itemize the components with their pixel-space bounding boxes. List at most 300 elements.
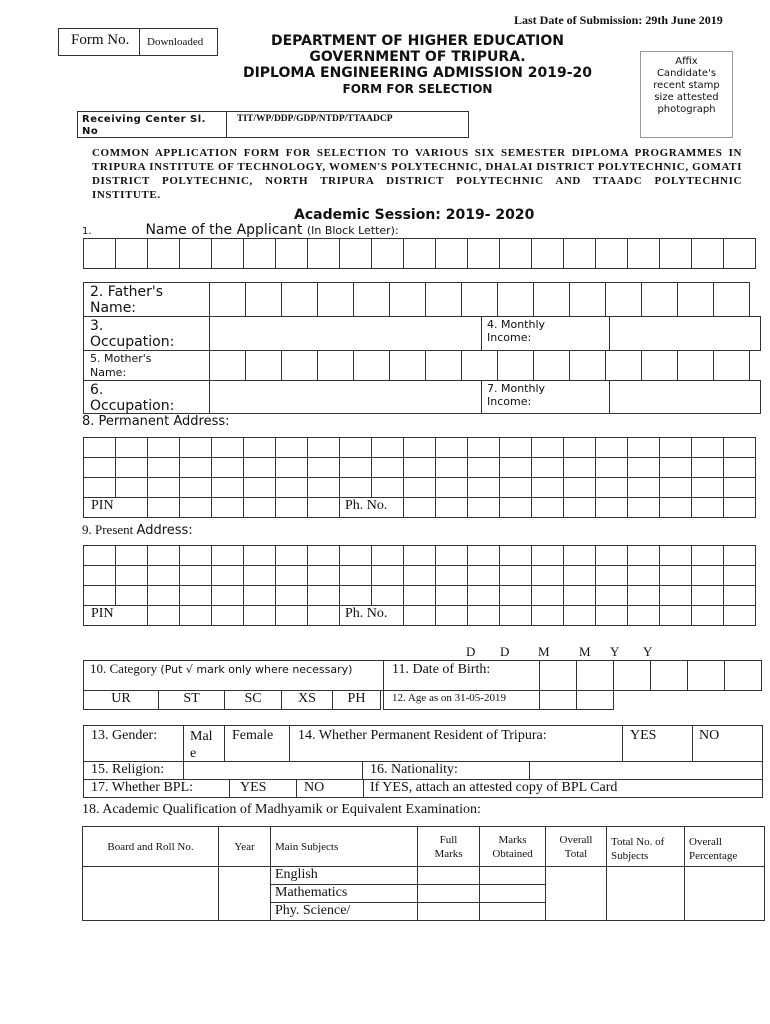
father-letter-box[interactable] [281,282,318,317]
mother-letter-box[interactable] [569,350,606,381]
father-letter-box[interactable] [245,282,282,317]
category-option-xs[interactable]: XS [281,690,333,710]
header-line: Marks [498,834,527,846]
permanent-address-cell[interactable] [275,457,308,478]
mother-letter-box[interactable] [677,350,714,381]
permanent-address-cell[interactable] [307,497,340,518]
q7-label-line: 7. Monthly [487,382,546,395]
permanent-address-cell[interactable] [595,497,628,518]
present-address-cell[interactable] [435,605,468,626]
permanent-address-cell[interactable] [83,437,116,458]
name-letter-box[interactable] [147,238,180,269]
dob-digit-box[interactable] [724,660,762,691]
q11-label: 11. Date of Birth: [383,660,540,691]
q2-label-line: 2. Father's [90,284,164,300]
permanent-address-cell[interactable] [691,477,724,498]
present-address-cell[interactable] [595,545,628,566]
permanent-address-cell[interactable] [243,477,276,498]
present-address-cell[interactable] [563,565,596,586]
father-occupation-field[interactable] [209,316,482,351]
present-address-cell[interactable] [339,545,372,566]
permanent-address-cell[interactable] [659,497,692,518]
present-address-cell[interactable] [211,605,244,626]
mother-letter-box[interactable] [209,350,246,381]
present-address-cell[interactable] [595,565,628,586]
name-letter-box[interactable] [467,238,500,269]
permanent-address-cell[interactable] [691,497,724,518]
permanent-address-cell[interactable] [595,437,628,458]
permanent-address-cell[interactable] [531,497,564,518]
father-letter-box[interactable] [389,282,426,317]
permanent-address-cell[interactable] [499,497,532,518]
permanent-address-cell[interactable] [179,437,212,458]
permanent-address-cell[interactable] [211,437,244,458]
header-line: Obtained [492,848,533,860]
mother-letter-box[interactable] [353,350,390,381]
present-address-cell[interactable] [499,585,532,606]
age-box[interactable] [539,690,577,710]
mother-income-field[interactable] [609,380,761,414]
header-department: DEPARTMENT OF HIGHER EDUCATION [271,33,564,49]
permanent-address-cell[interactable] [147,477,180,498]
resident-yes-option[interactable]: YES [622,725,693,762]
permanent-address-cell[interactable] [115,437,148,458]
table-row [83,867,765,885]
marks-obtained-cell[interactable] [480,885,546,903]
father-letter-box[interactable] [569,282,606,317]
name-letter-box[interactable] [499,238,532,269]
present-address-cell[interactable] [467,565,500,586]
receiving-center-value: TIT/WP/DDP/GDP/NTDP/TTAADCP [226,111,469,138]
year-cell[interactable] [219,867,271,921]
dob-digit-box[interactable] [650,660,688,691]
permanent-address-cell[interactable] [659,457,692,478]
header-year: Year [219,827,271,867]
father-letter-box[interactable] [497,282,534,317]
permanent-address-cell[interactable] [627,477,660,498]
dob-letter: M [538,644,550,659]
dob-letter: M [579,644,591,659]
mother-letter-box[interactable] [317,350,354,381]
full-marks-cell[interactable] [418,867,480,885]
present-address-cell[interactable] [371,565,404,586]
permanent-address-cell[interactable] [723,437,756,458]
receiving-center-label-line: No [82,126,99,137]
mother-letter-box[interactable] [281,350,318,381]
permanent-address-cell[interactable] [307,457,340,478]
present-address-cell[interactable] [563,605,596,626]
permanent-address-cell[interactable] [371,457,404,478]
present-address-cell[interactable] [435,585,468,606]
present-address-cell[interactable] [403,565,436,586]
q6-label [83,380,210,414]
present-address-cell[interactable] [659,565,692,586]
father-letter-box[interactable] [317,282,354,317]
header-full-marks [418,827,480,867]
religion-field[interactable] [183,761,363,780]
present-address-cell[interactable] [275,585,308,606]
permanent-address-cell[interactable] [339,437,372,458]
header-line: Marks [434,848,463,860]
permanent-address-cell[interactable] [467,437,500,458]
header-line: Total [564,848,588,860]
father-letter-box[interactable] [425,282,462,317]
mother-letter-box[interactable] [245,350,282,381]
present-address-cell[interactable] [275,545,308,566]
present-address-cell[interactable] [115,565,148,586]
permanent-address-cell[interactable] [243,437,276,458]
name-letter-box[interactable] [627,238,660,269]
permanent-address-cell[interactable] [595,457,628,478]
present-address-cell[interactable] [531,605,564,626]
q7-label-line: Income: [487,395,532,408]
q3-label-line: 3. [90,318,104,334]
father-letter-box[interactable] [713,282,750,317]
category-option-ph[interactable]: PH [332,690,381,710]
header-main-subjects: Main Subjects [271,827,418,867]
present-address-cell[interactable] [83,565,116,586]
permanent-address-cell[interactable] [435,437,468,458]
q1-hint: (In Block Letter): [306,224,399,237]
permanent-address-cell[interactable] [531,477,564,498]
permanent-address-cell[interactable] [499,457,532,478]
present-address-cell[interactable] [723,545,756,566]
header-total-subjects [607,827,685,867]
present-address-cell[interactable] [563,585,596,606]
present-address-cell[interactable] [595,605,628,626]
present-address-cell[interactable] [243,585,276,606]
father-letter-box[interactable] [209,282,246,317]
permanent-address-cell[interactable] [275,497,308,518]
q5-label-line: 5. Mother's [90,352,152,365]
mother-letter-box[interactable] [461,350,498,381]
present-address-cell[interactable] [307,565,340,586]
present-address-cell[interactable] [147,565,180,586]
permanent-address-cell[interactable] [499,477,532,498]
present-address-cell[interactable] [499,605,532,626]
permanent-address-cell[interactable] [403,437,436,458]
name-letter-box[interactable] [275,238,308,269]
present-address-cell[interactable] [627,605,660,626]
q9-label-number: 9. Present [82,522,134,537]
present-address-cell[interactable] [627,545,660,566]
permanent-address-cell[interactable] [371,437,404,458]
q18-label: 18. Academic Qualification of Madhyamik or Equivalent Examination: [82,802,481,817]
present-address-cell[interactable] [403,605,436,626]
permanent-address-cell[interactable] [435,477,468,498]
permanent-address-cell[interactable] [339,477,372,498]
q10-hint: (Put √ mark only where necessary) [160,663,353,676]
present-address-cell[interactable] [659,545,692,566]
present-address-cell[interactable] [595,585,628,606]
name-letter-box[interactable] [83,238,116,269]
gender-male-text: e [190,746,197,761]
full-marks-cell[interactable] [418,903,480,921]
present-address-cell[interactable] [307,605,340,626]
name-letter-box[interactable] [211,238,244,269]
present-address-cell[interactable] [723,565,756,586]
permanent-address-cell[interactable] [563,457,596,478]
permanent-address-cell[interactable] [499,437,532,458]
resident-no-option[interactable]: NO [692,725,763,762]
present-address-cell[interactable] [307,585,340,606]
present-address-cell[interactable] [83,585,116,606]
present-address-phone-label: Ph. No. [339,605,404,626]
present-address-cell[interactable] [147,545,180,566]
permanent-address-cell[interactable] [179,457,212,478]
name-letter-box[interactable] [659,238,692,269]
permanent-address-cell[interactable] [403,457,436,478]
permanent-address-cell[interactable] [371,477,404,498]
father-letter-box[interactable] [353,282,390,317]
present-address-cell[interactable] [691,545,724,566]
overall-total-cell[interactable] [546,867,607,921]
present-address-cell[interactable] [307,545,340,566]
permanent-address-cell[interactable] [403,497,436,518]
permanent-address-cell[interactable] [147,497,180,518]
permanent-address-cell[interactable] [627,457,660,478]
bpl-yes-option[interactable]: YES [229,779,297,798]
mother-letter-box[interactable] [605,350,642,381]
permanent-address-cell[interactable] [83,457,116,478]
permanent-address-cell[interactable] [691,457,724,478]
permanent-address-cell[interactable] [115,477,148,498]
present-address-cell[interactable] [691,605,724,626]
present-address-cell[interactable] [179,585,212,606]
permanent-address-cell[interactable] [179,477,212,498]
permanent-address-cell[interactable] [403,477,436,498]
name-letter-box[interactable] [403,238,436,269]
present-address-cell[interactable] [339,565,372,586]
permanent-address-cell[interactable] [691,437,724,458]
permanent-address-cell[interactable] [531,457,564,478]
father-letter-box[interactable] [605,282,642,317]
name-letter-box[interactable] [531,238,564,269]
gender-male-option[interactable] [183,725,225,762]
present-address-cell[interactable] [563,545,596,566]
permanent-address-cell[interactable] [467,457,500,478]
present-address-cell[interactable] [627,565,660,586]
mother-letter-box[interactable] [533,350,570,381]
name-letter-box[interactable] [115,238,148,269]
permanent-address-cell[interactable] [147,437,180,458]
category-option-sc[interactable]: SC [224,690,282,710]
q15-label: 15. Religion: [83,761,184,780]
q4-label-line: 4. Monthly [487,318,546,331]
bpl-no-option[interactable]: NO [296,779,364,798]
permanent-address-cell[interactable] [211,497,244,518]
present-address-cell[interactable] [403,585,436,606]
permanent-address-cell[interactable] [595,477,628,498]
present-address-cell[interactable] [339,585,372,606]
dob-digit-box[interactable] [687,660,725,691]
present-address-cell[interactable] [243,545,276,566]
present-address-cell[interactable] [403,545,436,566]
present-address-cell[interactable] [115,545,148,566]
name-letter-box[interactable] [371,238,404,269]
mother-letter-box[interactable] [713,350,750,381]
permanent-address-cell[interactable] [627,437,660,458]
permanent-address-cell[interactable] [563,437,596,458]
permanent-address-cell[interactable] [627,497,660,518]
present-address-cell[interactable] [179,545,212,566]
permanent-address-cell[interactable] [339,457,372,478]
permanent-address-cell[interactable] [659,437,692,458]
permanent-address-cell[interactable] [531,437,564,458]
name-letter-box[interactable] [339,238,372,269]
nationality-field[interactable] [529,761,763,780]
present-address-cell[interactable] [179,565,212,586]
marks-obtained-cell[interactable] [480,903,546,921]
father-letter-box[interactable] [533,282,570,317]
header-line: Full [439,834,458,846]
full-marks-cell[interactable] [418,885,480,903]
present-address-cell[interactable] [243,565,276,586]
present-address-cell[interactable] [211,545,244,566]
present-address-cell[interactable] [531,585,564,606]
marks-obtained-cell[interactable] [480,867,546,885]
present-address-cell[interactable] [179,605,212,626]
permanent-address-cell[interactable] [435,457,468,478]
permanent-address-cell[interactable] [467,477,500,498]
present-address-cell[interactable] [627,585,660,606]
present-address-cell[interactable] [211,565,244,586]
permanent-address-cell[interactable] [115,457,148,478]
present-address-cell[interactable] [211,585,244,606]
category-dob-section [83,660,763,710]
permanent-address-cell[interactable] [243,457,276,478]
q4-label [481,316,610,351]
father-letter-box[interactable] [461,282,498,317]
present-address-cell[interactable] [723,585,756,606]
present-address-cell[interactable] [691,565,724,586]
photo-box-text: recent stamp [653,80,720,91]
present-address-cell[interactable] [467,605,500,626]
present-address-cell[interactable] [691,585,724,606]
permanent-address-cell[interactable] [275,477,308,498]
q13-label: 13. Gender: [83,725,184,762]
present-address-cell[interactable] [467,585,500,606]
name-letter-box[interactable] [307,238,340,269]
present-address-cell[interactable] [371,585,404,606]
present-address-cell[interactable] [723,605,756,626]
permanent-address-cell[interactable] [723,477,756,498]
age-box[interactable] [576,690,614,710]
permanent-address-cell[interactable] [563,477,596,498]
present-address-cell[interactable] [275,565,308,586]
permanent-address-cell[interactable] [435,497,468,518]
present-address-cell[interactable] [467,545,500,566]
name-letter-box[interactable] [243,238,276,269]
q2-label [83,282,210,317]
permanent-address-cell[interactable] [563,497,596,518]
permanent-address-cell[interactable] [723,457,756,478]
board-roll-cell[interactable] [83,867,219,921]
gender-female-option[interactable]: Female [224,725,290,762]
present-address-cell[interactable] [531,565,564,586]
q6-label-line: Occupation: [90,398,175,414]
overall-percentage-cell[interactable] [685,867,765,921]
mother-occupation-field[interactable] [209,380,482,414]
name-letter-box[interactable] [435,238,468,269]
dob-digit-box[interactable] [576,660,614,691]
header-overall-percentage [685,827,765,867]
name-letter-box[interactable] [179,238,212,269]
permanent-address-cell[interactable] [147,457,180,478]
mother-letter-box[interactable] [641,350,678,381]
present-address-cell[interactable] [147,605,180,626]
photo-box-text: photograph [657,104,716,115]
permanent-address-cell[interactable] [211,457,244,478]
present-address-cell[interactable] [531,545,564,566]
father-letter-box[interactable] [641,282,678,317]
name-letter-box[interactable] [595,238,628,269]
last-date-of-submission: Last Date of Submission: 29th June 2019 [514,13,723,27]
permanent-address-cell[interactable] [275,437,308,458]
permanent-address-cell[interactable] [211,477,244,498]
present-address-cell[interactable] [659,605,692,626]
header-marks-obtained [480,827,546,867]
permanent-address-cell[interactable] [307,477,340,498]
permanent-address-cell[interactable] [307,437,340,458]
permanent-address-cell[interactable] [467,497,500,518]
header-board: Board and Roll No. [83,827,219,867]
father-income-field[interactable] [609,316,761,351]
bpl-note: If YES, attach an attested copy of BPL Card [363,779,763,798]
present-address-cell[interactable] [115,585,148,606]
name-letter-box[interactable] [723,238,756,269]
present-address-cell[interactable] [499,545,532,566]
name-letter-box[interactable] [691,238,724,269]
mother-letter-box[interactable] [497,350,534,381]
mother-letter-box[interactable] [389,350,426,381]
permanent-address-cell[interactable] [723,497,756,518]
present-address-cell[interactable] [83,545,116,566]
present-address-cell[interactable] [371,545,404,566]
permanent-address-cell[interactable] [83,477,116,498]
header-government: GOVERNMENT OF TRIPURA. [309,49,526,65]
q10-label-text: 10. Category [90,661,158,676]
header-line: Subjects [611,850,649,862]
present-address-cell[interactable] [659,585,692,606]
total-subjects-cell[interactable] [607,867,685,921]
q8-label: 8. Permanent Address: [82,414,230,429]
dob-digit-box[interactable] [613,660,651,691]
present-address-cell[interactable] [435,545,468,566]
q10-label [83,660,384,691]
name-letter-box[interactable] [563,238,596,269]
present-address-cell[interactable] [275,605,308,626]
permanent-address-cell[interactable] [243,497,276,518]
permanent-address-cell[interactable] [179,497,212,518]
q9-label-text: Address: [136,523,193,538]
mother-letter-box[interactable] [425,350,462,381]
q5-label-line: Name: [90,366,127,379]
q4-label-line: Income: [487,331,532,344]
permanent-address-pin-label: PIN [83,497,148,518]
receiving-center [77,111,469,138]
category-option-ur[interactable]: UR [83,690,159,710]
category-option-st[interactable]: ST [158,690,225,710]
dob-digit-box[interactable] [539,660,577,691]
present-address-cell[interactable] [435,565,468,586]
present-address-cell[interactable] [243,605,276,626]
q5-label [83,350,210,381]
present-address-cell[interactable] [499,565,532,586]
present-address-cell[interactable] [147,585,180,606]
permanent-address-cell[interactable] [659,477,692,498]
father-letter-box[interactable] [677,282,714,317]
